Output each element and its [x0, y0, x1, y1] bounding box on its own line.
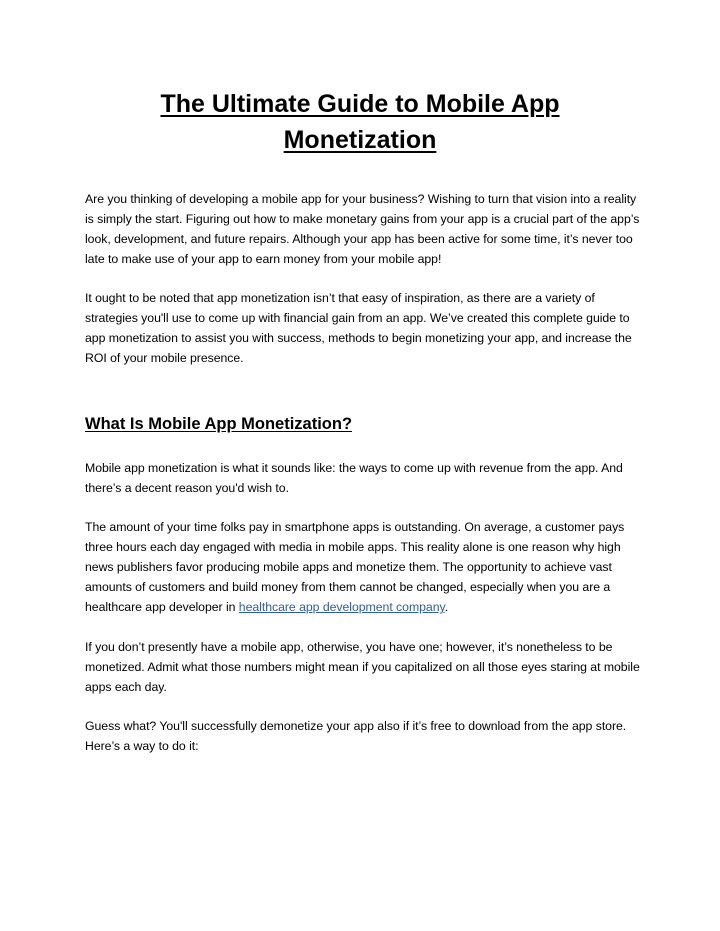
section-paragraph-2: [85, 517, 641, 617]
intro-paragraph-1: Are you thinking of developing a mobile app for your business? Wishing to turn that vision into a reality is simply the start. Figuring out how to make monetary gains from your app is a crucial part of the app’s look, development, and future repairs. Although your app has been active for some time, it’s never too late to make use of your app to earn money from your mobile app!: [85, 192, 640, 266]
paragraph-2-end: .: [444, 600, 449, 614]
section-paragraph-1: Mobile app monetization is what it sounds like: the ways to come up with revenue from the app. And there’s a decent reason you'd wish to.: [85, 461, 623, 495]
section-paragraph-4: Guess what? You'll successfully demonetize your app also if it’s free to download from the app store. Here’s a way to do it:: [85, 719, 627, 753]
paragraph-2-text: The amount of your time folks pay in smartphone apps is outstanding. On average, a customer pays three hours each day engaged with media in mobile apps. This reality alone is one reason why high news publishers favor producing mobile apps and monetize them. The opportunity to achieve vast amounts of customers and build money from them cannot be changed, especially when you are a healthcare app developer in: [85, 520, 625, 614]
healthcare-app-development-link[interactable]: healthcare app development company: [238, 600, 445, 614]
section-heading: What Is Mobile App Monetization?: [85, 415, 353, 433]
section-paragraph-3: If you don’t presently have a mobile app, otherwise, you have one; however, it’s nonetheless to be monetized. Admit what those numbers might mean if you capitalized on all those eyes staring at mobile apps each day.: [85, 640, 640, 694]
intro-paragraph-2: It ought to be noted that app monetization isn’t that easy of inspiration, as there are a variety of strategies you'll use to come up with financial gain from an app. We’ve created this complete guide to app monetization to assist you with success, methods to begin monetizing your app, and increase the ROI of your mobile presence.: [85, 291, 632, 365]
document-title: The Ultimate Guide to Mobile App Monetization: [160, 90, 560, 154]
